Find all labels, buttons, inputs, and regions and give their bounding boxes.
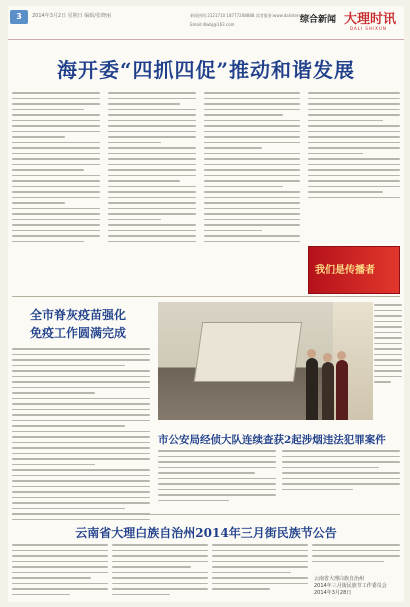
section-name: 综合新闻 (300, 15, 337, 25)
article-column-2 (108, 92, 196, 246)
left-story-body (12, 348, 150, 524)
notice-column-1 (12, 544, 108, 599)
notice-column-3 (212, 544, 308, 594)
person-figure (306, 358, 318, 420)
section-divider (12, 514, 400, 515)
article-column-1 (12, 92, 100, 246)
news-photo (158, 302, 373, 420)
person-head (323, 353, 332, 362)
contact-line: 新闻热线:2121710 18777208888 读者服务:www.dalistem.com (190, 13, 311, 18)
photo-caption (374, 304, 402, 387)
issue-date: 2014年3月2日 星期日 编辑/张晓丽 (32, 13, 111, 19)
notice-title: 云南省大理白族自治州2014年三月街民族节公告 (75, 526, 337, 540)
newspaper-page (8, 6, 404, 602)
signature-org-1: 云南省大理白族自治州 (314, 576, 365, 582)
article-column-4 (308, 92, 400, 202)
photo-story-body-2 (282, 450, 400, 494)
notice-signature (314, 576, 387, 597)
main-headline: 海开委“四抓四促”推动和谐发展 (56, 58, 355, 82)
photo-story-title: 市公安局经侦大队连续查获2起涉烟违法犯罪案件 (158, 434, 386, 446)
contact-email: Email:dlwbj@163.com (190, 22, 235, 27)
notice-column-4 (312, 544, 400, 566)
exhibit-display (194, 322, 302, 382)
article-column-3 (204, 92, 300, 246)
feature-box (308, 246, 400, 294)
person-figure (322, 362, 334, 420)
signature-org-2: 2014年三月街民族节工作委员会 (314, 583, 387, 589)
masthead-subtitle: DALI SHIXUN (350, 26, 387, 31)
page-header (8, 6, 404, 40)
person-head (337, 351, 346, 360)
masthead-logo: 大理时讯 (344, 12, 397, 27)
signature-date: 2014年3月28日 (314, 590, 352, 596)
left-story-title-line2: 免疫工作圆满完成 (30, 326, 127, 340)
person-head (307, 349, 316, 358)
page-number: 3 (10, 10, 28, 24)
feature-box-label: 我们是传播者 (315, 265, 375, 276)
left-story-title-line1: 全市脊灰疫苗强化 (30, 308, 127, 322)
section-divider (12, 296, 400, 297)
notice-column-2 (112, 544, 208, 599)
person-figure (336, 360, 348, 420)
photo-story-body-1 (158, 450, 276, 505)
